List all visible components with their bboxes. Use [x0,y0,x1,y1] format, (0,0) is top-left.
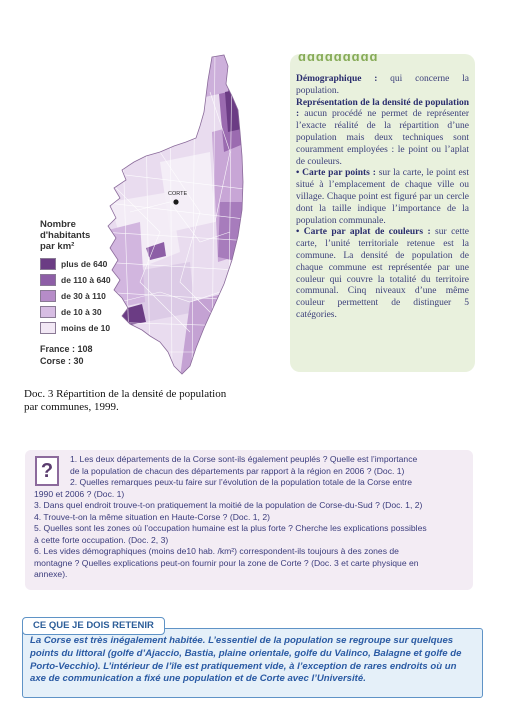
legend-item [40,322,220,335]
retain-title: CE QUE JE DOIS RETENIR [22,617,165,635]
spiral-decoration: ɑɑɑɑɑɑɑɑɑ [298,49,379,64]
legend-title-line: Nombre [40,219,76,230]
question-line: 3. Dans quel endroit trouve-t-on pratiquement la moitié de la population de Corse-du-Sud ? (Doc. 1, 2) [34,500,423,510]
legend-label: de 110 à 640 [61,275,111,285]
legend-item [40,274,220,287]
definition-body: sur la carte, le point est situé à l’emplacement de chaque ville ou village. Chaque point est figuré par un cercle dont la taille indique l’importance de la population communale. [296,168,470,226]
question-line: 5. Quelles sont les zones où l’occupation humaine est la plus forte ? Cherche les explications possibles [34,523,427,533]
question-line: de la population de chacun des départements par rapport à la région en 2006 ? (Doc. 1) [70,465,405,476]
question-line: 2. Quelles remarques peux-tu faire sur l’évolution de la population totale de la Corse entre [70,477,413,487]
question-mark-icon: ? [35,456,59,486]
definition-term: Représentation de la densité de population : [296,97,469,120]
retain-text: La Corse est très inégalement habitée. L’essentiel de la population se regroupe sur quelques points du littoral (golfe d’Ajaccio, Bastia, plaine orientale, golfe du Valinco, Balagne et golfe de Porto-Vecchio). L’intérieur de l’île est pratiquement vide, à l’exception de rares endroits où un axe de communication a fixé une population et de Corte avec l’Université. [30,635,462,685]
legend-label: moins de 10 [61,323,111,333]
definition-term: Démographique : [296,74,378,84]
legend-swatch [40,290,56,302]
question-line: 1990 et 2006 ? (Doc. 1) [34,488,125,499]
question-line: 1. Les deux départements de la Corse sont-ils également peuplés ? Quelle est l’importance [70,454,418,464]
definition-item [296,227,469,321]
legend-swatch [40,258,56,270]
france-density-stat: France : 108 [40,344,93,354]
question-line: 6. Les vides démographiques (moins de10 hab. /km²) correspondent-ils toujours à des zones de [34,546,399,556]
definition-body: aucun procédé ne permet de représenter l’exacte réalité de la répartition d’une population mais deux techniques sont couramment employées : le point ou l’aplat de couleurs. [296,109,469,167]
corte-label: CORTE [168,191,188,197]
legend-item [40,258,220,271]
definition-body: qui concerne la population. [296,74,469,96]
legend-label: plus de 640 [61,259,108,269]
question-line: à cette forte occupation. (Doc. 2, 3) [34,534,169,545]
definition-item [296,98,469,169]
caption-line: par communes, 1999. [24,401,119,413]
question-line: 4. Trouve-t-on la même situation en Haute-Corse ? (Doc. 1, 2) [34,511,270,522]
definitions-text [296,74,469,322]
definition-item [296,74,469,98]
legend-title-line: par km² [40,241,75,252]
legend-swatch [40,322,56,334]
legend-item [40,306,220,319]
legend-title [40,219,90,252]
map-caption [24,388,254,414]
question-line: montagne ? Quelles explications peut-on fournir pour la zone de Corte ? (Doc. 3 et carte physique en [34,557,419,568]
question-line: annexe). [34,569,68,579]
corse-density-stat: Corse : 30 [40,356,84,366]
legend-swatch [40,306,56,318]
caption-line: Doc. 3 Répartition de la densité de population [24,388,227,400]
legend-label: de 10 à 30 [61,307,102,317]
corte-dot [173,199,178,204]
legend-item [40,290,220,303]
questions-text [34,454,468,581]
definition-body: sur cette carte, l’unité territoriale retenue est la commune. La densité de population de chaque commune est représentée par une couleur qui couvre la totalité du territoire communal. Cinq niveaux d’une même couleur permettent de distinguer 5 catégories. [296,227,469,320]
legend-label: de 30 à 110 [61,291,106,301]
legend-swatch [40,274,56,286]
definition-term: • Carte par points : [296,168,376,179]
legend-title-line: d'habitants [40,230,91,241]
definition-term: • Carte par aplat de couleurs : [296,227,431,238]
definition-item [296,168,469,227]
